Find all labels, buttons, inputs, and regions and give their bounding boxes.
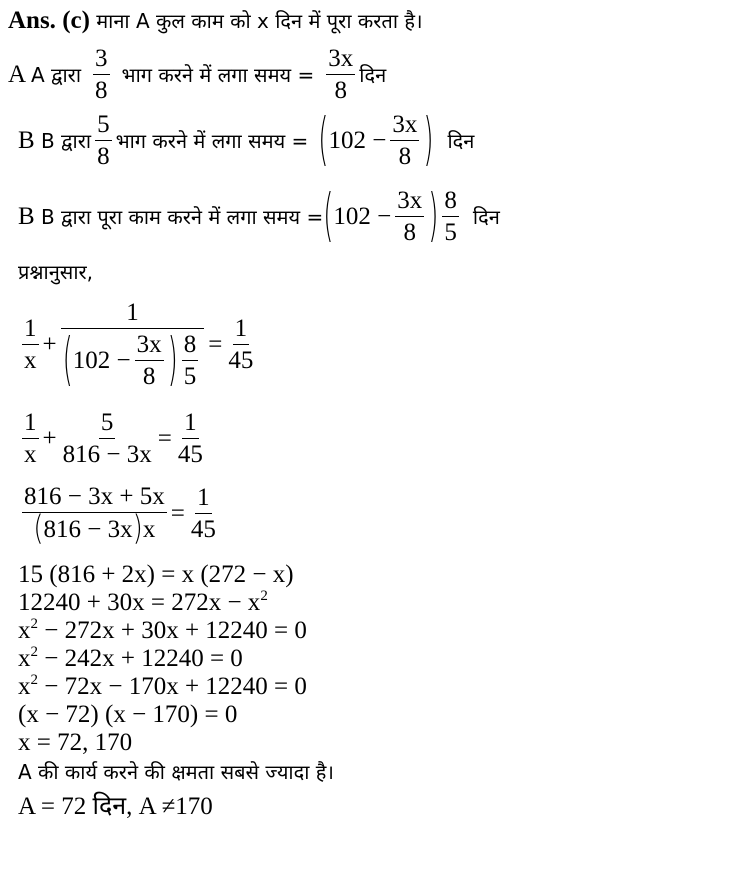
equals-sign: =: [157, 425, 172, 452]
time-label: भाग करने में लगा समय =: [115, 128, 309, 153]
fraction-eight-fifths: $\frac{8}{5}$: [444, 187, 457, 246]
equation-1: [18, 299, 259, 394]
time-label: भाग करने में लगा समय =: [121, 62, 315, 87]
fraction-3x-over-8: $\frac{3x}{8}$: [397, 187, 423, 246]
unit-days: दिन: [447, 128, 475, 153]
step-7: x = 72, 170: [18, 729, 133, 756]
fraction-3x-over-8: $\frac{3x}{8}$: [392, 111, 418, 170]
fraction-1-over-45: $\frac{1}{45}$: [190, 483, 216, 543]
step-2: $12240 + 30x = 272x - x^2$: [18, 588, 268, 616]
fraction-combined: 816 − 3x + 5x ( 816 − 3x ) x: [24, 483, 165, 549]
fraction-1-over-x: $\frac{1}{x}$: [24, 315, 37, 374]
step-3: $x^2 - 272x + 30x + 12240 = 0$: [18, 616, 307, 644]
fraction-3x-over-8: $\frac{3x}{8}$: [328, 45, 354, 104]
fraction-three-eighths: $\frac{3}{8}$: [95, 45, 108, 104]
equals-sign: =: [208, 331, 223, 358]
step-5: $x^2 - 72x - 170x + 12240 = 0$: [18, 672, 307, 700]
equation-3: [18, 483, 222, 549]
according-to-question: प्रश्नानुसार,: [18, 260, 94, 284]
fraction-five-eighths: $\frac{5}{8}$: [97, 111, 110, 170]
answer-label: Ans.: [8, 7, 56, 34]
unit-days: दिन: [472, 204, 500, 229]
fraction-1-over-45: $\frac{1}{45}$: [177, 409, 203, 468]
fraction-1-over-45: $\frac{1}{45}$: [228, 315, 254, 374]
conclusion-text: A की कार्य करने की क्षमता सबसे ज्यादा है।: [18, 760, 334, 784]
fraction-compound: 1 ( 102 − $\frac{3x}{8}$ ) $\frac{8}{5}$: [61, 300, 205, 389]
answer-heading: [8, 8, 423, 33]
b-share-label: B B द्वारा: [18, 127, 92, 154]
a-share-label: A A द्वारा: [8, 61, 82, 88]
inner-expression: 102 −: [328, 127, 387, 154]
answer-intro-text: माना A कुल काम को x दिन में पूरा करता है।: [96, 9, 423, 33]
step-6: (x − 72) (x − 170) = 0: [18, 701, 238, 728]
fraction-5-over-816: $\frac{5}{816 - 3x}$: [62, 409, 152, 468]
line-b-full-time: [18, 183, 500, 250]
step-4: $x^2 - 242x + 12240 = 0$: [18, 644, 243, 672]
paren-close: ): [423, 107, 434, 174]
b-full-label: B B द्वारा पूरा काम करने में लगा समय =: [18, 203, 324, 230]
unit-days: दिन: [359, 62, 387, 87]
answer-option: (c): [62, 7, 90, 34]
inner-expression: 102 −: [333, 203, 392, 230]
line-a-time: [8, 46, 386, 103]
line-b-share-time: [18, 107, 475, 174]
paren-open: (: [323, 183, 334, 250]
plus-sign: +: [42, 331, 57, 358]
paren-close: ): [428, 183, 439, 250]
paren-open: (: [318, 107, 329, 174]
fraction-1-over-x: $\frac{1}{x}$: [24, 409, 37, 468]
final-answer: A = 72 दिन, A ≠170: [18, 793, 213, 820]
plus-sign: +: [42, 425, 57, 452]
equation-2: [18, 410, 209, 467]
step-1: 15 (816 + 2x) = x (272 − x): [18, 561, 294, 588]
equals-sign: =: [170, 499, 185, 527]
